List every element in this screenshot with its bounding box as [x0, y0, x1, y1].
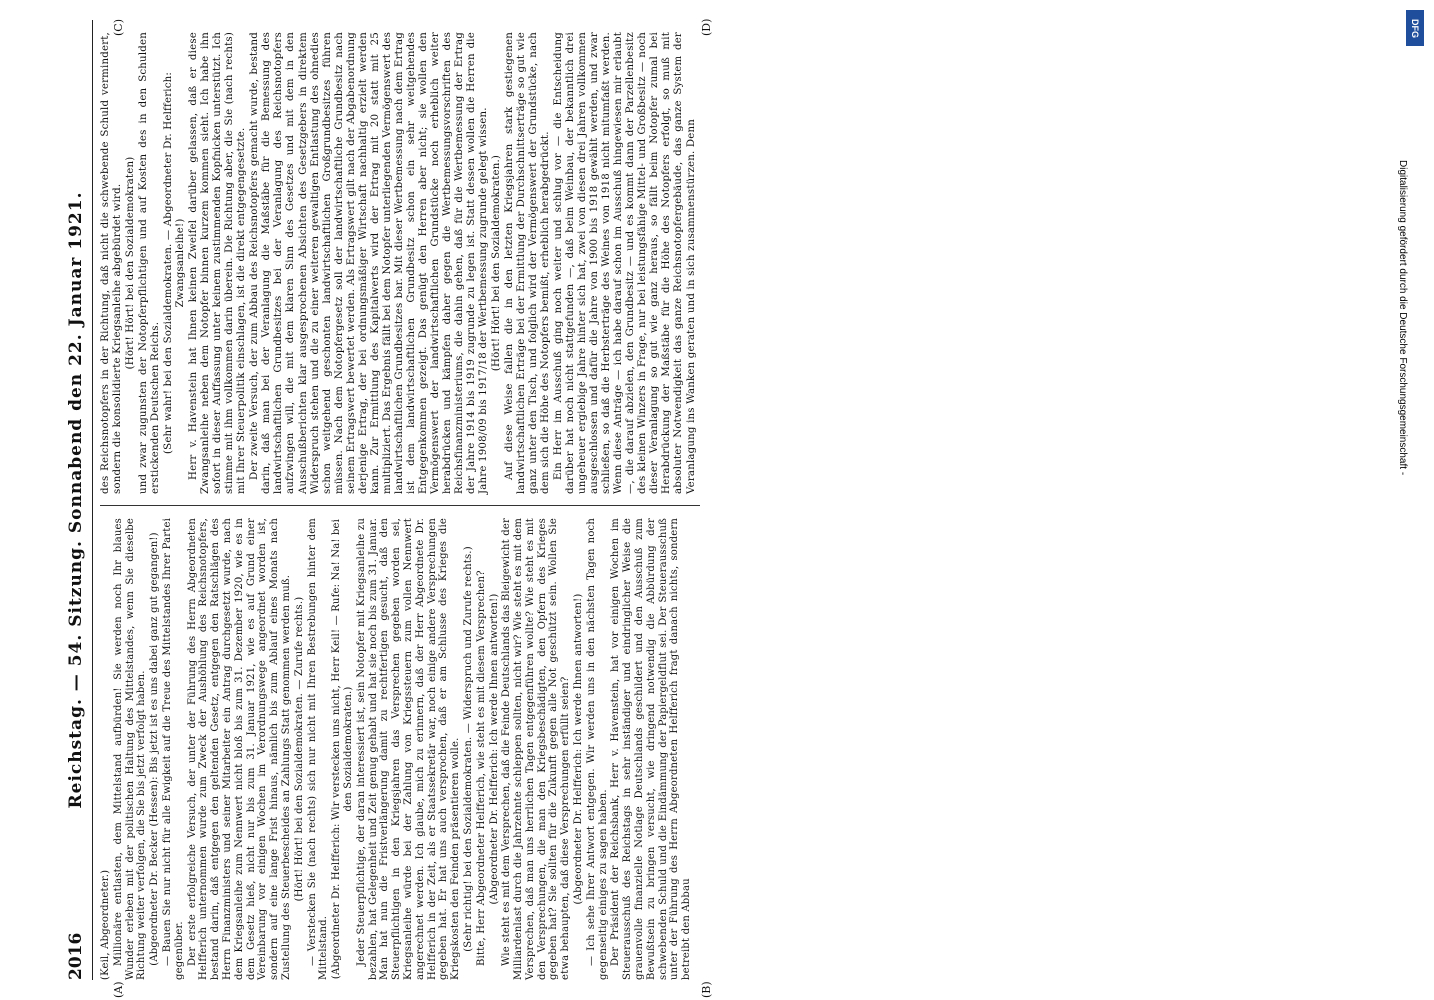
interjection: (Abgeordneter Dr. Helfferich: Ich werde Ihnen antworten!) [488, 593, 500, 905]
paragraph: Herr v. Havenstein hat Ihnen keinen Zweifel darüber gelassen, daß er diese Zwangsanleihe neben dem Notopfer binnen kurzem kommen sieht. Ich habe ihn sofort in dieser Auffassung unter keinem zustimmenden Kopfnicken unterstützt. Ich stimme mit ihm vollkommen darin überein. Die Richtung aber, die Sie (nach rechts) mit Ihrer Steuerpolitik einschlagen, ist die direkt entgegengesetzte. [188, 32, 248, 494]
interjection: (Sehr richtig! bei den Sozialdemokraten. — Widerspruch und Zurufe rechts.) [462, 546, 474, 952]
margin-mark-d: (D) [700, 18, 713, 36]
digitization-credit: Digitalisierung gefördert durch die Deutsche Forschungsgemeinschaft - [1397, 160, 1408, 476]
paragraph: Millionäre entlasten, dem Mittelstand aufbürden! Sie werden noch Ihr blaues Wunder erleben mit der politischen Haltung des Mittelstandes, wenn Sie dieselbe Richtung weiter verfolgen, die Sie bis jetzt verfolgt haben. [112, 518, 148, 980]
digitization-sidebar [1397, 10, 1426, 990]
page-number: 2016 [66, 932, 86, 980]
rotated-page [60, 18, 1390, 998]
interjection: (Abgeordneter Dr. Becker (Hessen): Bis jetzt ist es uns dabei ganz gut gegangen!) [149, 532, 161, 966]
page-header [60, 20, 93, 980]
paragraph: — Verstecken Sie (nach rechts) sich nur nicht mit Ihren Bestrebungen hinter dem Mittelstand. [306, 518, 330, 980]
margin-mark-a: (A) [112, 981, 125, 998]
paragraph: Bitte, Herr Abgeordneter Helfferich, wie steht es mit diesem Versprechen? [475, 570, 487, 966]
interjection: (Hört! Hört! bei den Sozialdemokraten.) [491, 154, 502, 372]
column-divider [100, 505, 700, 506]
paragraph: und zwar zugunsten der Notopferpflichtigen und auf Kosten des in den Schulden erstickenden Deutschen Reichs. [138, 32, 162, 494]
paragraph: Jeder Steuerpflichtige, der daran interessiert ist, sein Notopfer mit Kriegsanleihe zu bezahlen, hat Gelegenheit und Zeit genug gehabt und hat sie noch bis zum 31. Januar. Man hat nun die Fristverlängerung damit zu rechtfertigen gesucht, daß den Steuerpflichtigen in den Kriegsjahren das Versprechen gegeben worden sei, Kriegsanleihe würde bei der Zahlung von Kriegssteuern zum vollen Nennwert angerechnet werden. Ich glaube, mich zu erinnern, daß der Herr Abgeordnete Dr. Helfferich in der Zeit, als er Staatssekretär war, noch einige andere Versprechungen gegeben hat. Er hat uns auch versprochen, daß er am Schlusse des Krieges die Kriegskosten den Feinden präsentieren wolle. [355, 518, 462, 980]
margin-mark-c: (C) [112, 19, 125, 36]
interjection: (Hört! Hört! bei den Sozialdemokraten. — Zurufe rechts.) [293, 596, 305, 902]
paragraph: — Ich sehe Ihrer Antwort entgegen. Wir werden uns in den nächsten Tagen noch gegenseitig einiges zu sagen haben. [585, 518, 609, 980]
left-column [100, 518, 700, 980]
paragraph: Der erste erfolgreiche Versuch, der unter der Führung des Herrn Abgeordneten Helfferich unternommen wurde zum Zweck der Aushöhlung des Reichsnotopfers, bestand darin, daß entgegen den geltenden Gesetz, entgegen den Ratschlägen des Herrn Finanzministers und seiner Mitarbeiter ein Antrag durchgesetzt wurde, nach dem Kriegsanleihe zum Nennwert nicht bloß bis zum 31. Dezember 1920, wie es in dem Gesetz hieß, nicht nur bis zum 31. Januar 1921, wie es auf Grund einer Vereinbarung vor einigen Wochen im Verordnungswege angeordnet worden ist, sondern auf eine lange Frist hinaus, nämlich bis zum Ablauf eines Monats nach Zustellung des Steuerbescheides an Zahlungs Statt genommen werden muß. [186, 518, 292, 980]
interjection: (Sehr wahr! bei den Sozialdemokraten. — Abgeordneter Dr. Helfferich: Zwangsanleihe!) [163, 71, 187, 455]
margin-mark-b: (B) [700, 981, 713, 998]
interjection: (Abgeordneter Dr. Helfferich: Ich werde Ihnen antworten!) [573, 593, 585, 905]
page-title: Reichstag. — 54. Sitzung. Sonnabend den 22. Januar 1921. [66, 191, 86, 809]
right-column [100, 32, 700, 494]
interjection: (Abgeordneter Dr. Helfferich: Wir verstecken uns nicht, Herr Keil! — Rufe: Na! Na! bei den Sozialdemokraten.) [331, 518, 354, 980]
paragraph: Der zweite Versuch, der zum Abbau des Reichsnotopfers gemacht wurde, bestand darin, daß man bei der Veranlagung die Maßstäbe für die Bemessung des landwirtschaftlichen Grundbesitzes bei der Veranlagung des Reichsnotopfers aufzwingen will, die mit dem klaren Sinn des Gesetzes und mit dem in den Ausschußberichten klar ausgesprochenen Absichten des Gesetzgebers in direktem Widerspruch stehen und die zu einer weiteren gewaltigen Entlastung des ohnedies schon weitgehend geschonten landwirtschaftlichen Großgrundbesitzes führen müssen. Nach dem Notopfergesetz soll der landwirtschaftliche Grundbesitz nach seinem Ertragswert bewertet werden. Als Ertragswert gilt nach der Abgabenordnung derjenige Ertrag, der bei ordnungsmäßiger Wirtschaft nachhaltig erzielt werden kann. Zur Ermittlung des Kapitalwerts wird der Ertrag mit 20 statt mit 25 multipliziert. Das Ergebnis fällt bei dem Notopfer unterliegenden Vermögenswert des landwirtschaftlichen Grundbesitzes bar. Mit dieser Wertbemessung nach dem Ertrag ist dem landwirtschaftlichen Grundbesitz schon ein sehr weitgehendes Entgegenkommen gezeigt. Das genügt den Herren aber nicht; sie wollen den Vermögenswert der landwirtschaftlichen Grundstücke noch erheblich weiter herabdrücken und kämpfen daher gegen die Wertbemessungsvorschriften des Reichsfinanzministeriums, die dahin gehen, daß für die Wertbemessung der Ertrag der Jahre 1914 bis 1919 zugrunde zu legen ist. Statt dessen wollen die Herren die Jahre 1908/09 bis 1917/18 der Wertbemessung zugrunde gelegt wissen. [249, 32, 489, 494]
paragraph: — Bauen Sie nur nicht für alle Ewigkeit auf die Treue des Mittelstandes Ihrer Partei gegenüber. [161, 518, 185, 980]
paragraph: Wie steht es mit dem Versprechen, daß die Feinde Deutschlands das Bleigewicht der Milliardenlast durch die Jahrzehnte schleppen sollten, nicht wir? Wie steht es mit dem Versprechen, daß man uns herrlichen Tagen entgegenführen wollte? Wie steht es mit den Versprechungen, die man den Kriegsbeschädigten, den Opfern des Krieges gegeben hat? Sie sollten für die Zukunft gegen alle Not geschützt sein. Wollen Sie etwa behaupten, daß diese Versprechungen erfüllt seien? [501, 518, 572, 980]
paragraph: Auf diese Weise fallen die in den letzten Kriegsjahren stark gestiegenen landwirtschaftlichen Erträge bei der Ermittlung der Durchschnittserträge so gut wie ganz unter den Tisch, und folglich wird der Vermögenswert der Grundstücke, nach dem sich die Höhe des Notopfers bemißt, erheblich herabgedrückt. [504, 32, 552, 494]
dfg-logo-icon: DFG [1406, 10, 1424, 46]
interjection: (Hört! Hört! bei den Sozialdemokraten) [125, 156, 137, 370]
paragraph: (Keil, Abgeordneter.) [100, 869, 111, 980]
paragraph: Der Präsident der Reichsbank, Herr v. Havenstein, hat vor einigen Wochen im Steuerausschuß des Reichstags in sehr inständiger und eindringlicher Weise die grauenvolle finanzielle Notlage Deutschlands geschildert und den Ausschuß zum Bewußtsein zu bringen versucht, wie dringend notwendig die Abbürdung der schwebenden Schuld und die Eindämmung der Papiergeldflut sei. Der Steuerausschuß unter der Führung des Herrn Abgeordneten Helfferich fragt danach nichts, sondern betreibt den Abbau [610, 518, 693, 980]
paragraph: des Reichsnotopfers in der Richtung, daß nicht die schwebende Schuld vermindert, sondern die konsolidierte Kriegsanleihe abgebürdet wird. [100, 32, 124, 494]
paragraph: Ein Herr im Ausschuß ging noch weiter und schlug vor — die Entscheidung darüber hat noch nicht stattgefunden —, daß beim Weinbau, der bekanntlich drei ungeheuer ergiebige Jahre hinter sich hat, zwei von diesen drei Jahren vollkommen ausgeschlossen und dafür die Jahre von 1900 bis 1918 gewählt werden, und zwar schließen, so daß die Herbsterträge des Weines von 1918 nicht mitumfaßt werden. Wenn diese Anträge — ich habe darauf schon im Ausschuß hingewiesen mir erlaubt —, die darauf abzielen, den Grundbesitz — und es kommt dann der Parzellenbesitz des kleinen Winzers in Frage, nur bei leistungsfähige Mittel- und Großbesitz — noch dieser Veranlagung so gut wie ganz heraus, so fällt beim Notopfer zumal bei Herabdrückung der Maßstäbe für die Höhe des Notopfers erfolgt, so muß mit absoluter Notwendigkeit das ganze Reichsnotopfergebäude, das ganze System der Veranlagung ins Wanken geraten und in sich zusammenstürzen. Denn [553, 32, 697, 494]
